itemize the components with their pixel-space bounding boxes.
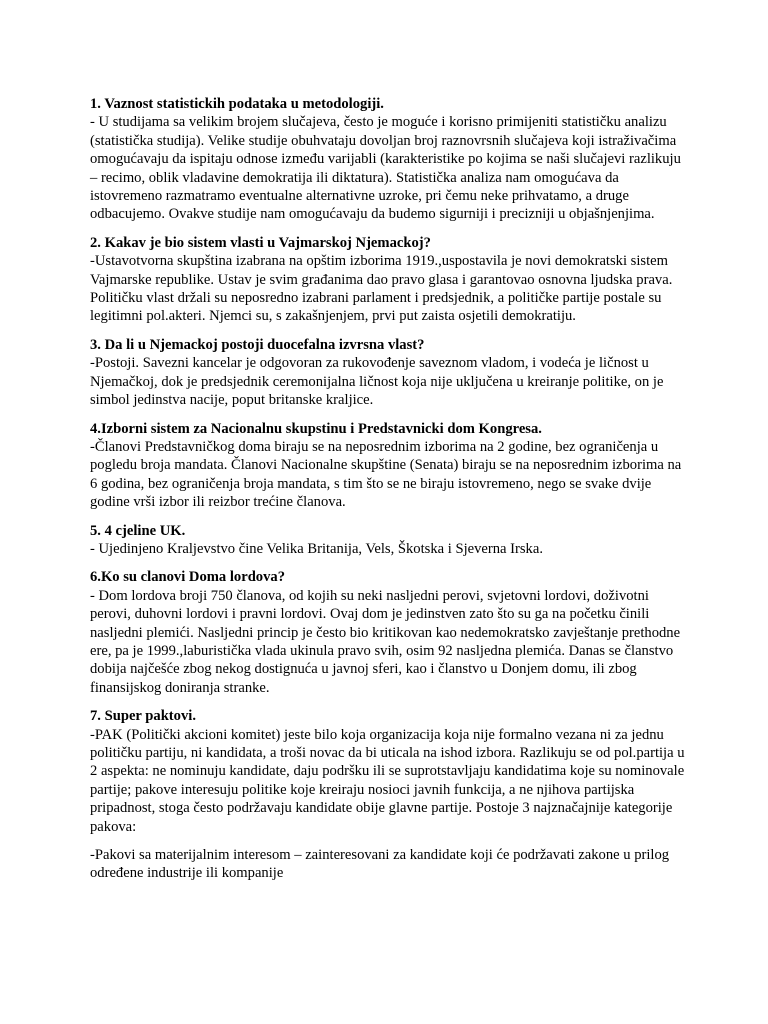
section-3 [90,336,685,410]
section-paragraph: -Pakovi sa materijalnim interesom – zainteresovani za kandidate koji će podržavati zakone u prilog određene industrije ili kompanije [90,847,670,882]
section-heading: 5. 4 cjeline UK. [90,522,186,539]
section-heading: 4.Izborni sistem za Nacionalnu skupstinu i Predstavnicki dom Kongresa. [90,420,542,437]
section-heading: 1. Vaznost statistickih podataka u metodologiji. [90,96,384,112]
section-7 [90,707,685,883]
section-paragraph: -Postoji. Savezni kancelar je odgovoran za rukovođenje saveznom vladom, i vodeća je ličnost u Njemačkoj, dok je predsjednik ceremonijalna ličnost koja nije uključena u kreiranje politike, on je simbol jedinstva nacije, poput britanske kraljice. [90,355,664,409]
document-page [90,95,685,893]
section-heading: 7. Super paktovi. [90,708,196,725]
section-heading: 3. Da li u Njemackoj postoji duocefalna izvrsna vlast? [90,336,425,353]
section-6 [90,568,685,697]
section-paragraph: -Ustavotvorna skupština izabrana na opštim izborima 1919.,uspostavila je novi demokratski sistem Vajmarske republike. Ustav je svim građanima dao pravo glasa i garantovao osnovna ljudska prava. Političku vlast držali su neposredno izabrani parlament i predsjednik, a političke partije postale su legitimni pol.akteri. Njemci su, s zakašnjenjem, prvi put zaista osjetili demokratiju. [90,253,673,325]
section-2 [90,234,685,326]
section-paragraph: - U studijama sa velikim brojem slučajeva, često je moguće i korisno primijeniti statističku analizu (statistička studija). Velike studije obuhvataju dovoljan broj raznovrsnih slučajeva koji istraživačima omogućavaju da ispitaju odnose između varijabli (karakteristike po kojima se naši slučajevi razlikuju – recimo, oblik vladavine demokratija ili diktatura). Statistička analiza nam omogućava da istovremeno razmatramo eventualne alternativne uzroke, pri čemu neke prihvatamo, a druge odbacujemo. Ovakve studije nam omogućavaju da budemo sigurniji i precizniji u objašnjenjima. [90,114,681,223]
section-4 [90,420,685,512]
section-paragraph: -PAK (Politički akcioni komitet) jeste bilo koja organizacija koja nije formalno vezana ni za jednu političku partiju, ni kandidata, a troši novac da bi uticala na ishod izbora. Razlikuju se od pol.partija u 2 aspekta: ne nominuju kandidate, daju podršku ili se suprotstavljaju kandidatima koje su nominovale partije; pakove interesuju politike koje kreiraju nosioci javnih funkcija, a ne njihova partijska pripadnost, stoga često podržavaju kandidate obije glavne partije. Postoje 3 najznačajnije kategorije pakova: [90,726,685,835]
section-paragraph: -Članovi Predstavničkog doma biraju se na neposrednim izborima na 2 godine, bez ograničenja u pogledu broja mandata. Članovi Nacionalne skupštine (Senata) biraju se na neposrednim izborima na 6 godina, bez ograničenja broja mandata, s tim što se ne biraju istovremeno, nego se svake dvije godine vrši izbor ili reizbor trećine članova. [90,438,682,511]
section-5 [90,522,685,559]
section-heading: 6.Ko su clanovi Doma lordova? [90,569,285,586]
section-1 [90,95,685,224]
section-heading: 2. Kakav je bio sistem vlasti u Vajmarskoj Njemackoj? [90,234,431,251]
section-paragraph: - Dom lordova broji 750 članova, od kojih su neki nasljedni perovi, svjetovni lordovi, doživotni perovi, duhovni lordovi i pravni lordovi. Ovaj dom je jedinstven zato što su ga na početku činili nasljedni plemići. Nasljedni princip je često bio kritikovan kao nedemokratsko zavještanje prethodne ere, pa je 1999.,laburistička vlada ukinula pravo svih, osim 92 nasljedna plemića. Danas se članstvo dobija najčešće zbog nekog dostignuća u javnoj sferi, kao i članstvo u Donjem domu, ili zbog finansijskog doniranja stranke. [90,587,681,696]
section-paragraph: - Ujedinjeno Kraljevstvo čine Velika Britanija, Vels, Škotska i Sjeverna Irska. [90,540,543,557]
